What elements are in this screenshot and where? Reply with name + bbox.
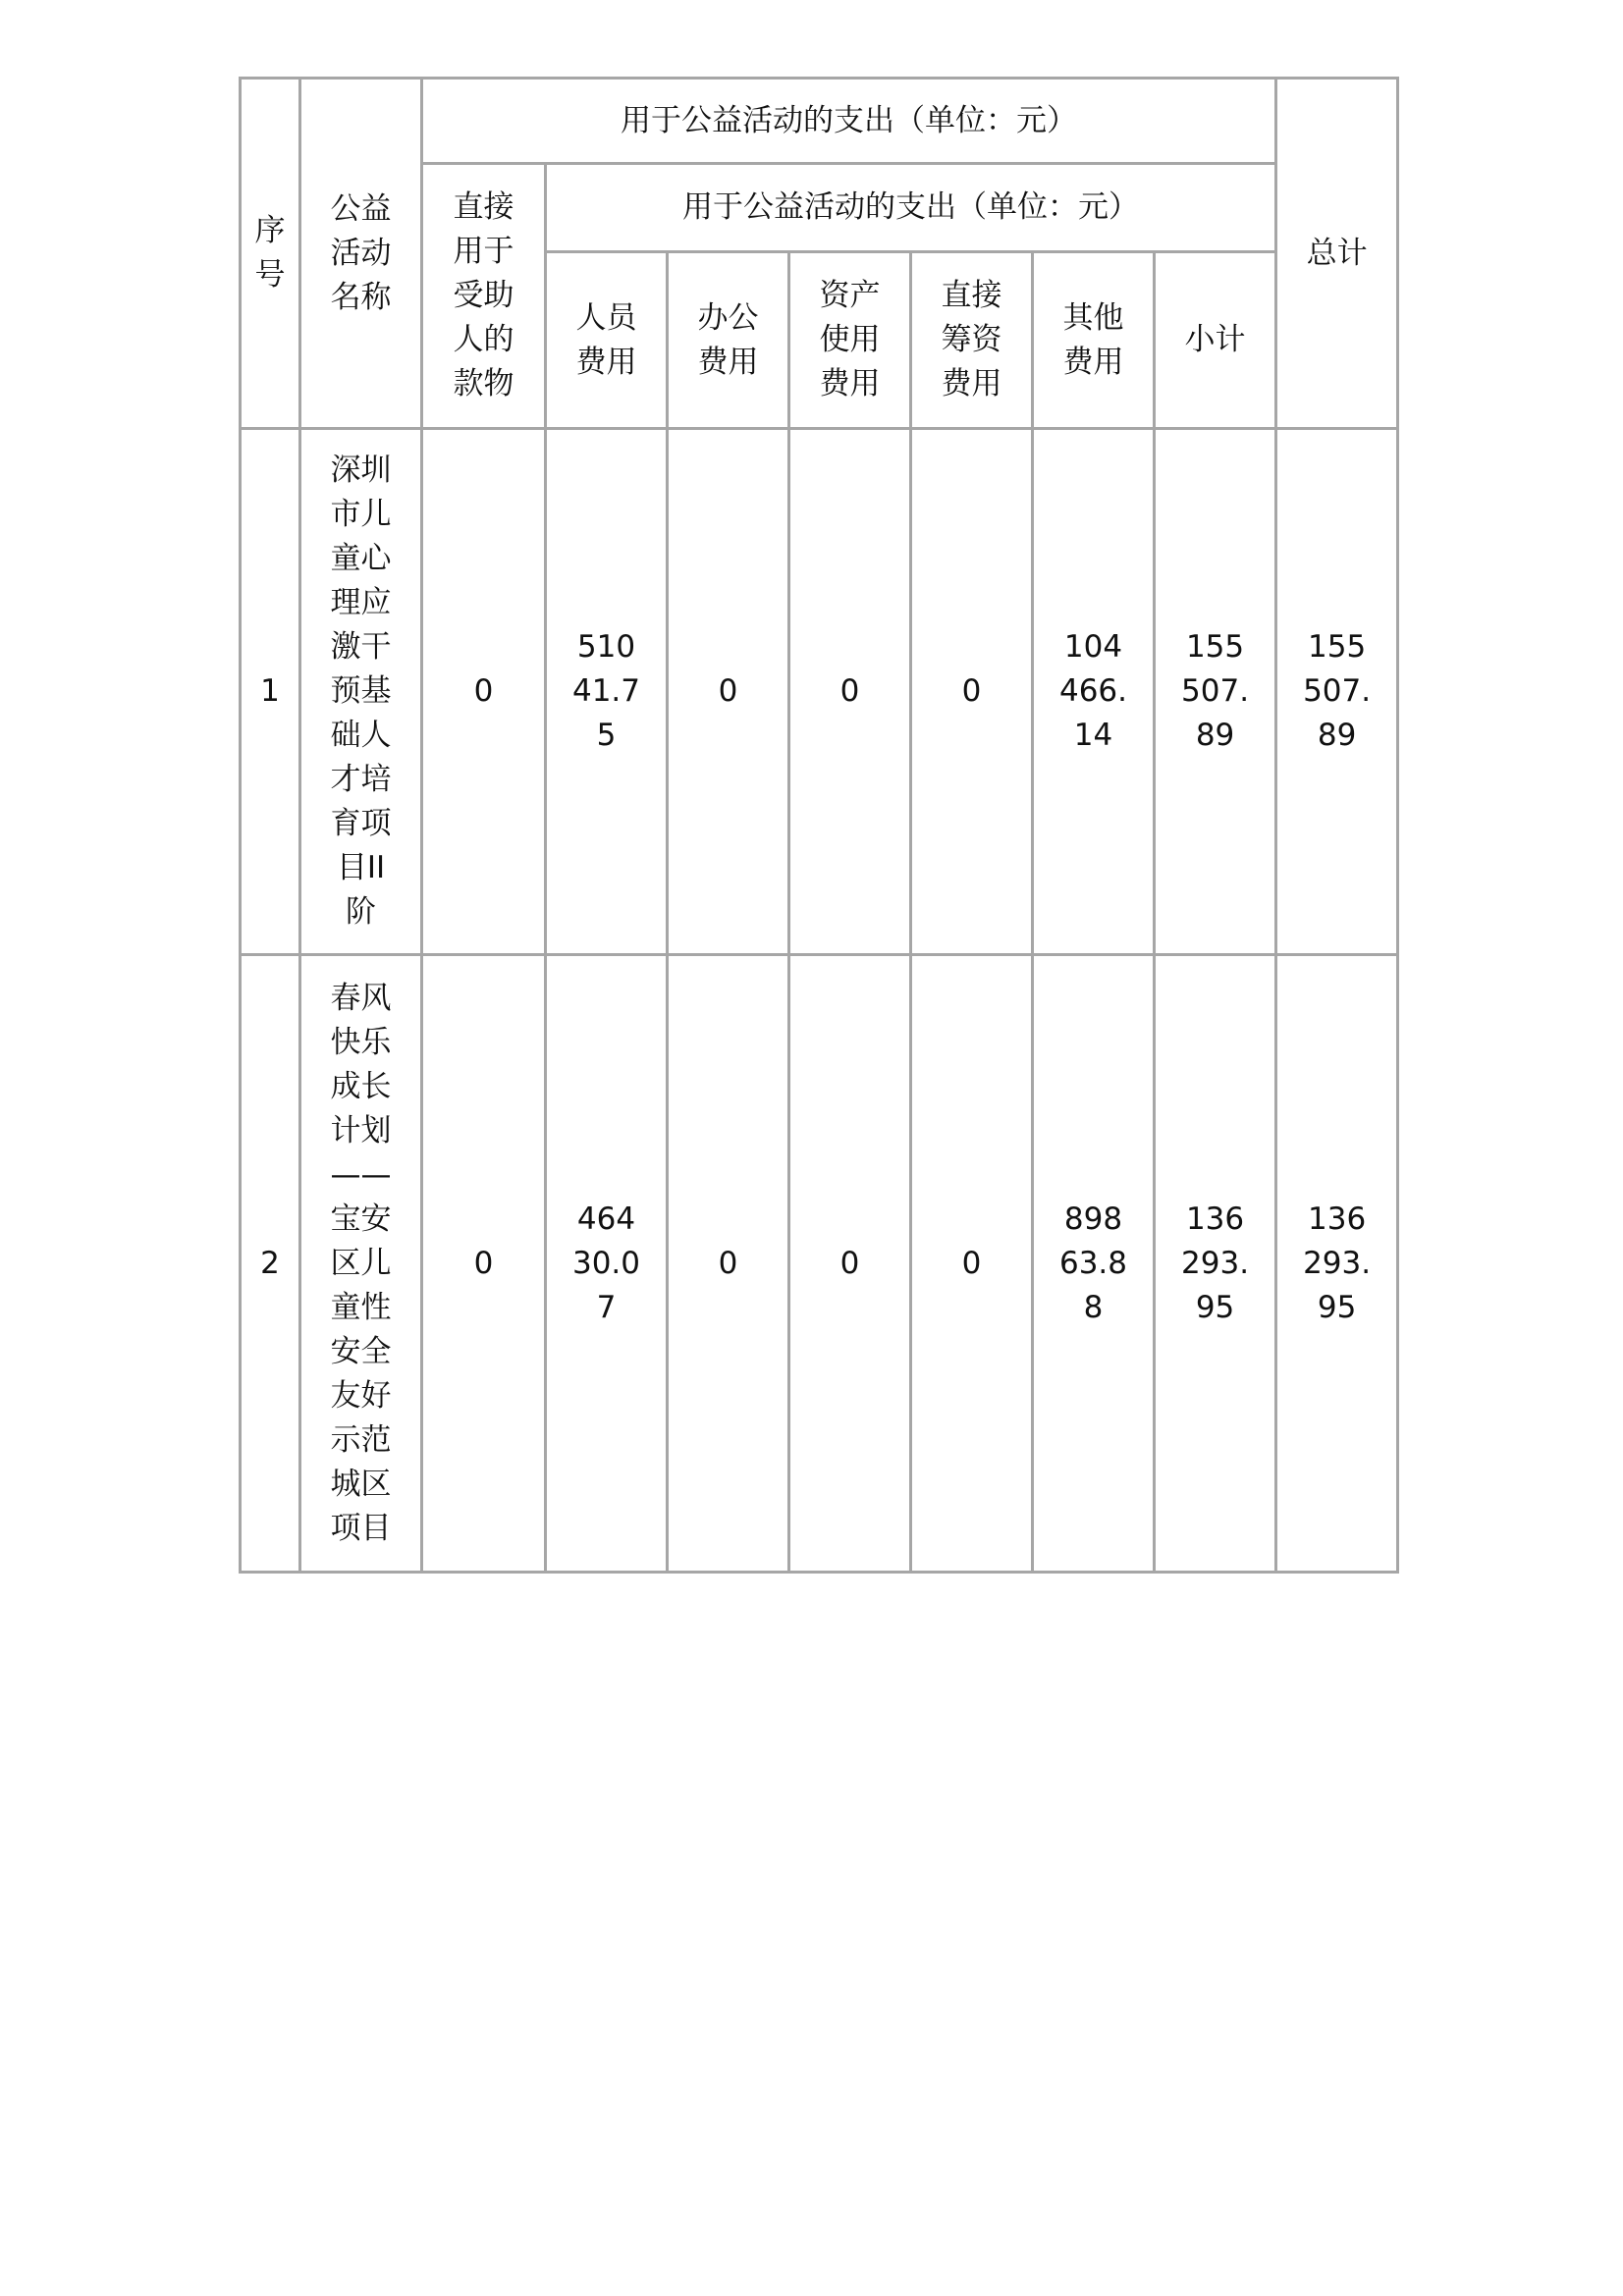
header-direct-recipient: 直接用于受助人的款物 — [453, 189, 514, 401]
header-total-cell — [1276, 79, 1398, 429]
table-row — [241, 429, 1398, 955]
header-seq-cell — [241, 79, 300, 429]
header-subtotal-cell — [1155, 252, 1276, 429]
header-group-expense: 用于公益活动的支出（单位：元） — [621, 102, 1078, 138]
row-direct-fundraising: 0 — [961, 673, 982, 709]
header-asset-use-cell — [789, 252, 911, 429]
row-other-cell — [1033, 429, 1155, 955]
row-total: 155507.89 — [1303, 629, 1372, 753]
row-seq: 1 — [260, 673, 280, 709]
row-direct-fundraising-cell — [911, 429, 1033, 955]
row-subtotal-cell — [1155, 429, 1276, 955]
row-total-cell — [1276, 955, 1398, 1573]
row-seq: 2 — [260, 1245, 280, 1281]
row-direct-recipient: 0 — [473, 673, 494, 709]
row-personnel-cell — [546, 429, 668, 955]
header-other: 其他费用 — [1062, 299, 1124, 380]
header-group-expense-cell — [422, 79, 1276, 164]
row-name-cell — [300, 429, 422, 955]
row-subtotal-cell — [1155, 955, 1276, 1573]
row-office-cell — [668, 955, 789, 1573]
row-name-cell — [300, 955, 422, 1573]
header-personnel-cell — [546, 252, 668, 429]
expense-table — [239, 77, 1399, 1574]
row-seq-cell — [241, 429, 300, 955]
header-sub-group-expense: 用于公益活动的支出（单位：元） — [682, 189, 1140, 225]
row-subtotal: 155507.89 — [1181, 629, 1250, 753]
header-sub-group-expense-cell — [546, 164, 1276, 252]
header-direct-fundraising: 直接筹资费用 — [941, 278, 1002, 401]
table-row — [241, 955, 1398, 1573]
row-direct-fundraising-cell — [911, 955, 1033, 1573]
row-personnel-cell — [546, 955, 668, 1573]
header-total: 总计 — [1306, 235, 1368, 271]
row-seq-cell — [241, 955, 300, 1573]
row-total-cell — [1276, 429, 1398, 955]
row-asset-use: 0 — [839, 673, 860, 709]
row-subtotal: 136293.95 — [1181, 1201, 1250, 1325]
header-direct-fundraising-cell — [911, 252, 1033, 429]
header-project-name: 公益活动名称 — [330, 190, 392, 315]
row-direct-recipient-cell — [422, 955, 546, 1573]
row-total: 136293.95 — [1303, 1201, 1372, 1325]
header-project-name-cell — [300, 79, 422, 429]
row-asset-use-cell — [789, 955, 911, 1573]
row-personnel: 46430.07 — [571, 1201, 641, 1325]
header-subtotal: 小计 — [1184, 322, 1246, 357]
row-direct-fundraising: 0 — [961, 1245, 982, 1281]
row-name: 深圳市儿童心理应激干预基础人才培育项目II阶 — [330, 453, 392, 930]
header-personnel: 人员费用 — [575, 299, 637, 380]
header-other-cell — [1033, 252, 1155, 429]
row-other: 104466.14 — [1058, 629, 1128, 753]
row-direct-recipient-cell — [422, 429, 546, 955]
header-direct-recipient-cell — [422, 164, 546, 429]
header-row-1 — [241, 79, 1398, 164]
row-name: 春风快乐成长计划——宝安区儿童性安全友好示范城区项目 — [330, 980, 392, 1546]
row-other-cell — [1033, 955, 1155, 1573]
row-asset-use-cell — [789, 429, 911, 955]
row-office: 0 — [718, 673, 738, 709]
header-office-cell — [668, 252, 789, 429]
row-office: 0 — [718, 1245, 738, 1281]
row-other: 89863.88 — [1058, 1201, 1128, 1325]
header-seq: 序号 — [254, 213, 286, 293]
row-office-cell — [668, 429, 789, 955]
row-asset-use: 0 — [839, 1245, 860, 1281]
header-office: 办公费用 — [697, 299, 759, 380]
row-personnel: 51041.75 — [571, 629, 641, 753]
header-asset-use: 资产使用费用 — [819, 278, 881, 401]
row-direct-recipient: 0 — [473, 1245, 494, 1281]
